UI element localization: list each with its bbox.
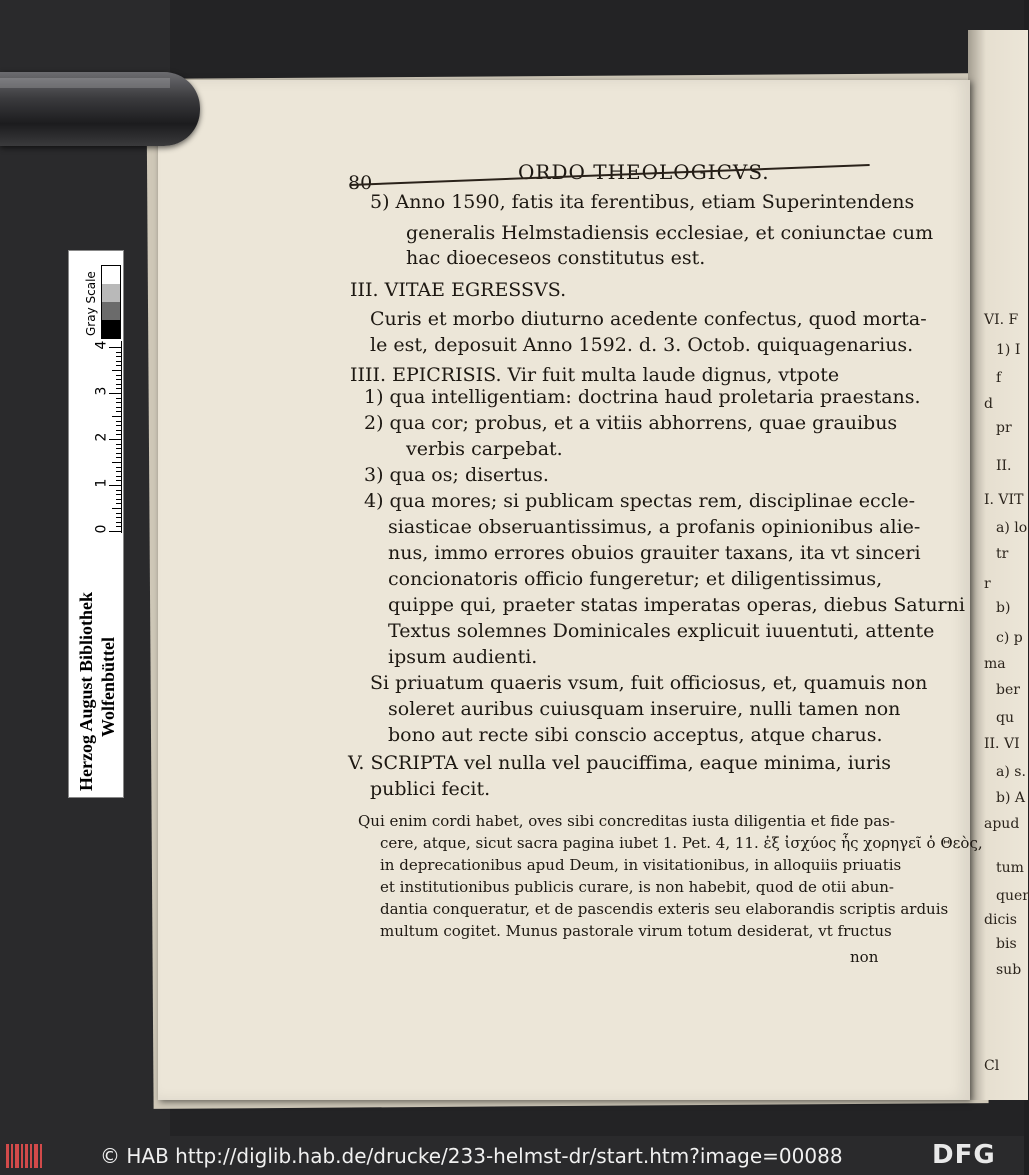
gray-swatches: [101, 265, 121, 339]
text-line: multum cogitet. Munus pastorale virum totum desiderat, vt fructus: [380, 922, 892, 940]
dfg-logo: DFG: [932, 1140, 996, 1170]
ruler-tick: [116, 384, 121, 385]
text-line: hac dioeceseos constitutus est.: [406, 247, 706, 269]
facing-page-fragment: Cl: [984, 1058, 1000, 1074]
ruler-number: 4: [93, 340, 110, 350]
facing-page-fragment: pr: [996, 420, 1012, 436]
ruler-tick: [112, 508, 121, 509]
text-line: in deprecationibus apud Deum, in visitationibus, in alloquiis priuatis: [380, 856, 902, 874]
ruler-tick: [116, 356, 121, 357]
text-line: generalis Helmstadiensis ecclesiae, et coniunctae cum: [406, 222, 934, 244]
text-line: ipsum audienti.: [388, 646, 538, 668]
ruler-number: 1: [93, 478, 110, 488]
ruler-tick: [116, 352, 121, 353]
text-line: 4) qua mores; si publicam spectas rem, disciplinae eccle-: [364, 490, 915, 512]
facing-page-fragment: r: [984, 576, 991, 592]
ruler-tick: [116, 522, 121, 523]
ruler-tick: [109, 439, 121, 440]
facing-page-fragment: a) lo: [996, 520, 1028, 536]
ruler-tick: [116, 467, 121, 468]
text-line: 2) qua cor; probus, et a vitiis abhorrens, quae grauibus: [364, 412, 898, 434]
ruler-tick: [116, 421, 121, 422]
ruler-tick: [116, 425, 121, 426]
ruler-tick: [112, 462, 121, 463]
text-line: V. SCRIPTA vel nulla vel pauciffima, eaque minima, iuris: [348, 752, 891, 774]
text-line: soleret auribus cuiusquam inseruire, nulli tamen non: [388, 698, 901, 720]
ruler-tick: [116, 411, 121, 412]
ruler-tick: [116, 526, 121, 527]
text-line: Curis et morbo diuturno acedente confectus, quod morta-: [370, 308, 927, 330]
ruler-tick: [116, 398, 121, 399]
facing-page-fragment: tr: [996, 546, 1009, 562]
text-line: cere, atque, sicut sacra pagina iubet 1. Pet. 4, 11. ἐξ ἰσχύος ἧς χορηγεῖ ὁ Θεὸς,: [380, 834, 983, 852]
ruler-tick: [116, 490, 121, 491]
swatch-light: [102, 284, 120, 302]
library-line-2: Wolfenbüttel: [98, 636, 118, 737]
facing-page-fragment: I. VIT: [984, 492, 1024, 508]
text-line: bono aut recte sibi conscio acceptus, atque charus.: [388, 724, 883, 746]
text-line: Qui enim cordi habet, oves sibi concreditas iusta diligentia et fide pas-: [358, 812, 895, 830]
footer-bar: [0, 1136, 1024, 1175]
facing-page-fragment: ma: [984, 656, 1006, 672]
facing-page-fragment: sub: [996, 962, 1022, 978]
ruler-tick: [116, 499, 121, 500]
gray-scale-label: Gray Scale: [84, 271, 98, 336]
text-line: Si priuatum quaeris vsum, fuit officiosus, et, quamuis non: [370, 672, 928, 694]
ruler-number: 3: [93, 386, 110, 396]
book-page: [158, 80, 983, 1100]
facing-page-fragment: f: [996, 370, 1002, 386]
ruler-tick: [116, 444, 121, 445]
ruler-tick: [116, 407, 121, 408]
text-line: quippe qui, praeter statas imperatas operas, diebus Saturni: [388, 594, 965, 616]
page-number: 80: [348, 172, 373, 194]
ruler-tick: [116, 457, 121, 458]
text-line: nus, immo errores obuios grauiter taxans, ita vt sinceri: [388, 542, 921, 564]
ruler-tick: [116, 448, 121, 449]
library-line-1: Herzog August Bibliothek: [76, 591, 96, 791]
footer-credit: © HAB http://diglib.hab.de/drucke/233-helmst-dr/start.htm?image=00088: [100, 1144, 843, 1168]
text-line: siasticae obseruantissimus, a profanis opinionibus alie-: [388, 516, 921, 538]
facing-page-fragment: b) A: [996, 790, 1025, 806]
ruler-tick: [116, 471, 121, 472]
text-line: et institutionibus publicis curare, is non habebit, quod de otii abun-: [380, 878, 894, 896]
text-line: IIII. EPICRISIS. Vir fuit multa laude dignus, vtpote: [350, 364, 840, 386]
facing-page-fragment: II.: [996, 458, 1012, 474]
text-line: concionatoris officio fungeretur; et diligentissimus,: [388, 568, 883, 590]
ruler-tick: [109, 393, 121, 394]
facing-page-fragment: II. VI: [984, 736, 1020, 752]
facing-page-fragment: tum: [996, 860, 1024, 876]
ruler-tick: [116, 503, 121, 504]
ruler-tick: [116, 430, 121, 431]
ruler-tick: [116, 476, 121, 477]
ruler-number: 2: [93, 432, 110, 442]
text-line: verbis carpebat.: [406, 438, 563, 460]
swatch-mid: [102, 302, 120, 320]
clamp-highlight: [0, 78, 170, 88]
ruler-tick: [116, 513, 121, 514]
scale-ruler: [93, 340, 122, 534]
ruler-tick: [109, 485, 121, 486]
facing-page-fragment: ber: [996, 682, 1020, 698]
ruler-tick: [116, 494, 121, 495]
facing-page-fragment: bis: [996, 936, 1017, 952]
text-line: 1) qua intelligentiam: doctrina haud proletaria praestans.: [364, 386, 921, 408]
facing-page-fragment: dicis: [984, 912, 1017, 928]
ruler-tick: [112, 370, 121, 371]
text-line: 5) Anno 1590, fatis ita ferentibus, etiam Superintendens: [370, 191, 915, 213]
swatch-white: [102, 266, 120, 284]
text-line: dantia conqueratur, et de pascendis exteris seu elaborandis scriptis arduis: [380, 900, 949, 918]
ruler-tick: [109, 531, 121, 532]
library-name: [75, 591, 119, 791]
ruler-tick: [116, 480, 121, 481]
ruler-tick: [116, 361, 121, 362]
facing-page-fragment: qu: [996, 710, 1014, 726]
ruler-tick: [116, 402, 121, 403]
ruler-tick: [116, 517, 121, 518]
ruler-tick: [116, 388, 121, 389]
facing-page-fragment: c) p: [996, 630, 1023, 646]
ruler-tick: [112, 416, 121, 417]
facing-page-fragment: b): [996, 600, 1011, 616]
facing-page: [968, 30, 1028, 1100]
facing-page-fragment: a) s.: [996, 764, 1026, 780]
ruler-number: 0: [93, 524, 110, 534]
text-line: III. VITAE EGRESSVS.: [350, 279, 567, 301]
facing-page-fragment: quer: [996, 888, 1029, 904]
ruler-tick: [116, 375, 121, 376]
ruler-tick: [116, 379, 121, 380]
ruler-tick: [116, 365, 121, 366]
text-line: 3) qua os; disertus.: [364, 464, 549, 486]
ruler-tick: [116, 453, 121, 454]
facing-page-fragment: apud: [984, 816, 1020, 832]
text-line: le est, deposuit Anno 1592. d. 3. Octob. quiquagenarius.: [370, 334, 914, 356]
facing-page-fragment: d: [984, 396, 993, 412]
text-line: publici fecit.: [370, 778, 491, 800]
running-head: ORDO THEOLOGICVS.: [518, 160, 770, 184]
ruler-tick: [116, 434, 121, 435]
text-line: non: [850, 948, 879, 966]
text-line: Textus solemnes Dominicales explicuit iuuentuti, attente: [388, 620, 935, 642]
barcode-icon: [6, 1144, 46, 1168]
swatch-black: [102, 320, 120, 338]
facing-page-fragment: 1) I: [996, 342, 1021, 358]
page-text: [158, 80, 983, 1100]
ruler-tick: [109, 347, 121, 348]
facing-page-fragment: VI. F: [984, 312, 1019, 328]
